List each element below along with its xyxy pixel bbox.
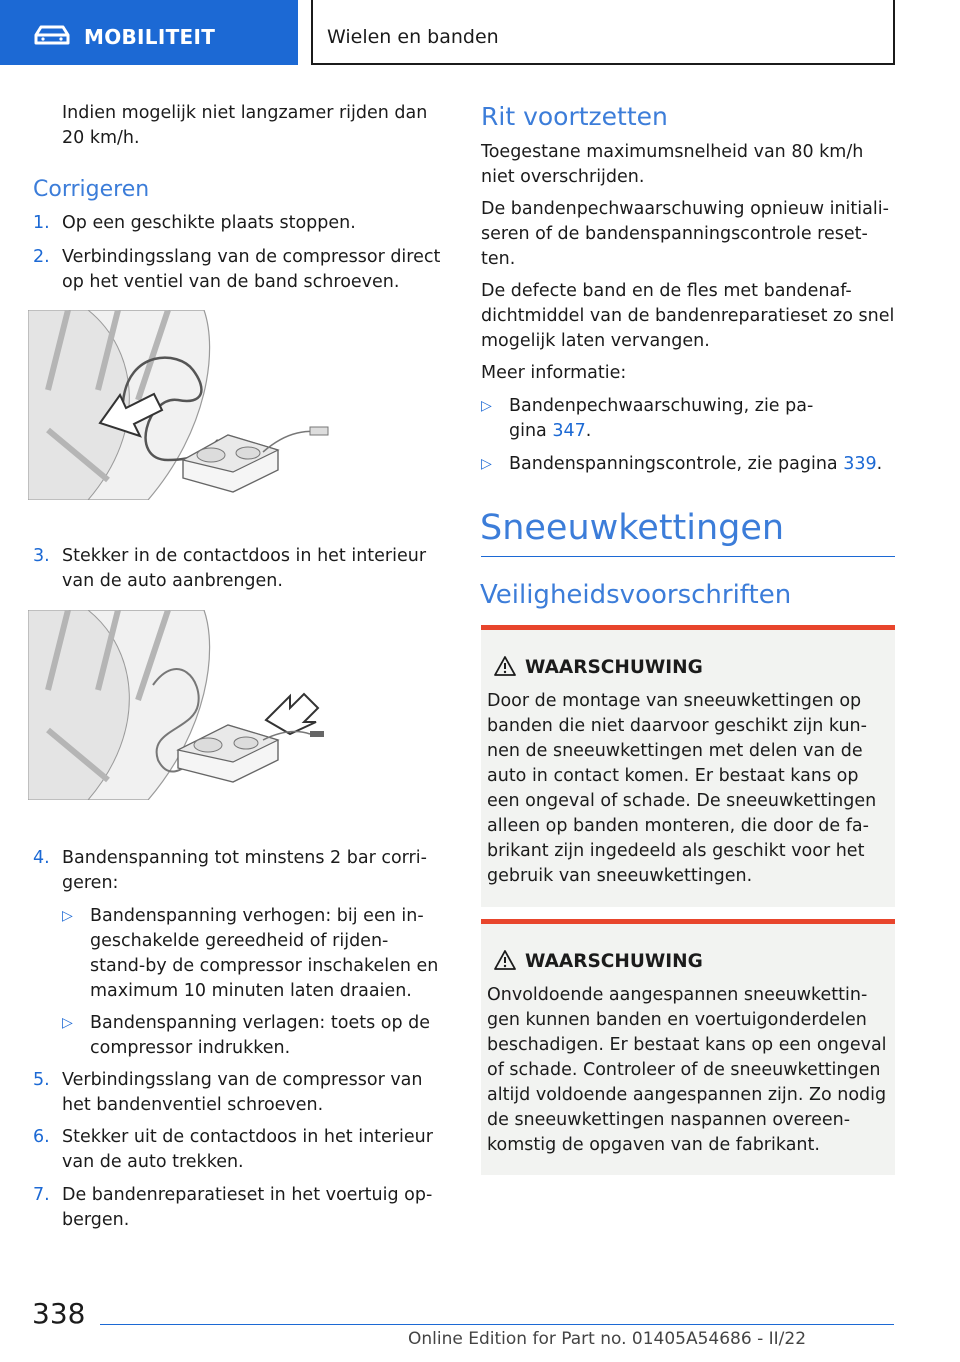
edition-note: Online Edition for Part no. 01405A54686 - II/22 xyxy=(408,1329,807,1349)
footer-rule xyxy=(100,1324,894,1325)
chapter-heading-sneeuwkettingen: Sneeuwkettingen xyxy=(480,508,785,548)
warning-title: WAARSCHUWING xyxy=(525,951,703,972)
bullet-text: Bandenspanning verhogen: bij een in- xyxy=(90,906,424,926)
car-icon xyxy=(32,24,72,46)
warning-line: auto in contact komen. Er bestaat kans op xyxy=(487,766,859,786)
sub-heading-veiligheidsvoorschriften: Veiligheidsvoorschriften xyxy=(480,580,792,610)
step-text: Verbindingsslang van de compressor van xyxy=(62,1070,423,1090)
step-text: Stekker uit de contactdoos in het interieur xyxy=(62,1127,433,1147)
warning-body xyxy=(487,689,889,889)
warning-line: Door de montage van sneeuwkettingen op xyxy=(487,691,862,711)
step-text: Verbindingsslang van de compressor direct xyxy=(62,247,441,267)
page-link-339[interactable]: 339 xyxy=(843,454,877,474)
section-label: MOBILITEIT xyxy=(84,25,216,49)
warning-line: gebruik van sneeuwkettingen. xyxy=(487,866,753,886)
bullet-text: Bandenspanning verlagen: toets op de xyxy=(90,1013,431,1033)
bullet-text: compressor indrukken. xyxy=(90,1038,291,1058)
warning-line: of schade. Controleer of de sneeuwkettingen xyxy=(487,1060,881,1080)
step-number: 7. xyxy=(33,1185,50,1205)
intro-text: Indien mogelijk niet langzamer rijden dan xyxy=(62,103,428,123)
intro-text-2: 20 km/h. xyxy=(62,128,140,148)
warning-line: gen kunnen banden en voertuigonderdelen xyxy=(487,1010,867,1030)
section-heading-rit-voortzetten: Rit voortzetten xyxy=(481,102,668,131)
paragraph-text: Toegestane maximumsnelheid van 80 km/h xyxy=(481,142,864,162)
paragraph-text: De bandenpechwaarschuwing opnieuw initiali- xyxy=(481,199,889,219)
bullet-arrow-icon: ▷ xyxy=(481,398,492,414)
reference-text: Bandenpechwaarschuwing, zie pa- xyxy=(509,396,814,416)
reference-prefix: gina xyxy=(509,421,553,441)
section-heading-corrigeren: Corrigeren xyxy=(33,177,150,202)
warning-line: beschadigen. Er bestaat kans op een ongeval xyxy=(487,1035,887,1055)
step-text: bergen. xyxy=(62,1210,130,1230)
step-text: Bandenspanning tot minstens 2 bar corri- xyxy=(62,848,427,868)
paragraph-text: niet overschrijden. xyxy=(481,167,645,187)
heading-rule xyxy=(481,556,895,557)
bullet-arrow-icon: ▷ xyxy=(62,908,73,924)
bullet-arrow-icon: ▷ xyxy=(481,456,492,472)
paragraph-text: ten. xyxy=(481,249,516,269)
step-number: 1. xyxy=(33,213,50,233)
warning-line: brikant zijn ingedeeld als geschikt voor het xyxy=(487,841,865,861)
warning-line: nen de sneeuwkettingen met delen van de xyxy=(487,741,863,761)
step-text: van de auto trekken. xyxy=(62,1152,244,1172)
warning-line: alleen op banden monteren, die door de fa- xyxy=(487,816,869,836)
compressor-hose-on-valve-illustration xyxy=(28,310,358,500)
warning-line: Onvoldoende aangespannen sneeuwkettin- xyxy=(487,985,868,1005)
step-text: Op een geschikte plaats stoppen. xyxy=(62,213,356,233)
bullet-text: stand-by de compressor inschakelen en xyxy=(90,956,439,976)
warning-line: de sneeuwkettingen naspannen overeen- xyxy=(487,1110,851,1130)
chapter-tab[interactable] xyxy=(311,0,895,65)
chapter-label: Wielen en banden xyxy=(327,26,499,48)
paragraph-text: seren of de bandenspanningscontrole reset- xyxy=(481,224,868,244)
page-number: 338 xyxy=(32,1297,86,1330)
step-number: 3. xyxy=(33,546,50,566)
step-text: geren: xyxy=(62,873,119,893)
warning-body xyxy=(487,983,889,1158)
step-text: Stekker in de contactdoos in het interieur xyxy=(62,546,427,566)
warning-line: banden die niet daarvoor geschikt zijn kun- xyxy=(487,716,867,736)
bullet-text: maximum 10 minuten laten draaien. xyxy=(90,981,412,1001)
step-number: 5. xyxy=(33,1070,50,1090)
bullet-text: geschakelde gereedheid of rijden- xyxy=(90,931,389,951)
step-text: het bandenventiel schroeven. xyxy=(62,1095,324,1115)
section-tab[interactable] xyxy=(0,0,298,65)
warning-line: komstig de opgaven van de fabrikant. xyxy=(487,1135,820,1155)
compressor-plug-illustration xyxy=(28,610,358,800)
more-info-label: Meer informatie: xyxy=(481,363,627,383)
reference-text-2: gina 347. xyxy=(509,421,592,441)
paragraph-text: De defecte band en de fles met bandenaf- xyxy=(481,281,852,301)
bullet-arrow-icon: ▷ xyxy=(62,1015,73,1031)
warning-box xyxy=(481,919,895,1175)
step-number: 2. xyxy=(33,247,50,267)
warning-line: een ongeval of schade. De sneeuwkettingen xyxy=(487,791,877,811)
reference-prefix: Bandenspanningscontrole, zie pagina xyxy=(509,454,844,474)
warning-line: altijd voldoende aangespannen zijn. Zo nodig xyxy=(487,1085,887,1105)
step-text: op het ventiel van de band schroeven. xyxy=(62,272,400,292)
warning-box xyxy=(481,625,895,907)
paragraph-text: dichtmiddel van de bandenreparatieset zo snel xyxy=(481,306,895,326)
reference-text-3: Bandenspanningscontrole, zie pagina 339. xyxy=(509,454,883,474)
page-link-347[interactable]: 347 xyxy=(552,421,586,441)
step-text: De bandenreparatieset in het voertuig op- xyxy=(62,1185,433,1205)
paragraph-text: mogelijk laten vervangen. xyxy=(481,331,710,351)
step-number: 6. xyxy=(33,1127,50,1147)
step-number: 4. xyxy=(33,848,50,868)
step-text: van de auto aanbrengen. xyxy=(62,571,283,591)
warning-title: WAARSCHUWING xyxy=(525,657,703,678)
warning-triangle-icon xyxy=(493,655,517,677)
warning-triangle-icon xyxy=(493,949,517,971)
